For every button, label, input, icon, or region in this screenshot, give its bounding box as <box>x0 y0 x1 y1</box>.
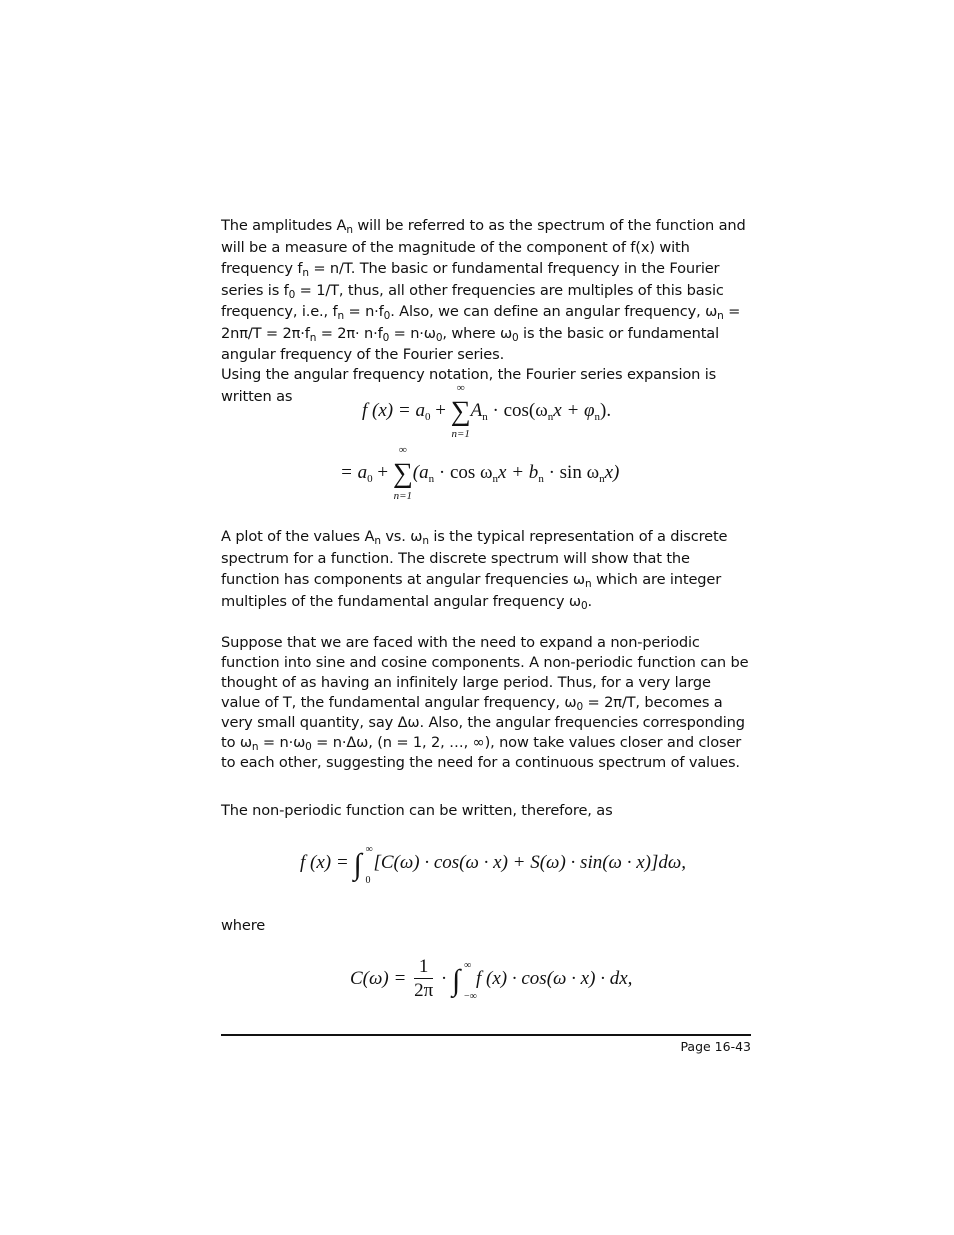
eq-body: · cos(ω <box>487 400 548 421</box>
text: = n·Δω, (n = 1, 2, …, ∞), now take values closer and closer to each other, suggesting the need for a continuous spectrum of values. <box>221 734 742 771</box>
eq-lhs: f (x) = <box>300 852 354 873</box>
eq-term: (a <box>412 462 429 483</box>
subscript: 0 <box>382 331 390 344</box>
integral-lower: 0 <box>365 875 371 886</box>
subscript: n <box>374 535 381 547</box>
paragraph-angular-notation: Using the angular frequency notation, the Fourier series expansion is written as <box>221 366 717 405</box>
text: = 2π/T, becomes a very small quantity, say Δω. Also, the angular frequencies corresponding to ω <box>221 694 745 751</box>
subscript: n <box>302 267 309 279</box>
sum-lower: n=1 <box>393 490 413 502</box>
fraction-denominator: 2π <box>414 980 434 1001</box>
subscript: 0 <box>367 473 373 485</box>
paragraph-non-periodic <box>221 633 751 773</box>
eq-term: A <box>470 400 483 421</box>
eq-end: x) <box>604 462 620 483</box>
subscript: n <box>309 331 317 344</box>
sum-upper: ∞ <box>398 444 407 456</box>
eq-lhs: C(ω) = <box>350 967 412 989</box>
eq-body: [C(ω) · cos(ω · x) + S(ω) · sin(ω · x)]dω, <box>373 852 687 873</box>
footer-rule <box>221 1034 751 1036</box>
subscript: n <box>717 310 724 322</box>
subscript: 0 <box>424 411 431 423</box>
integral-symbol: ∫ ∞ −∞ <box>452 959 477 1002</box>
subscript: n <box>547 411 554 423</box>
paragraph-spectrum <box>221 215 751 366</box>
subscript: n <box>585 578 592 590</box>
equation-fourier-series-sincos <box>340 444 620 502</box>
text: The amplitudes A <box>221 217 347 234</box>
subscript: n <box>482 411 488 423</box>
text: is the basic or fundamental angular frequency of the Fourier series. <box>221 324 719 363</box>
eq-op: · <box>436 967 452 989</box>
integral-symbol: ∫ ∞ 0 <box>353 844 373 886</box>
eq-op: + <box>430 400 451 421</box>
text: vs. ω <box>380 528 423 545</box>
sum-symbol: ∑ ∞ n=1 <box>450 382 471 440</box>
text: = 2π· n·f <box>316 324 383 342</box>
text: = n/T. The basic or fundamental frequency in the Fourier series is f <box>221 260 720 299</box>
subscript: 0 <box>580 599 588 612</box>
subscript: 0 <box>288 288 296 301</box>
subscript: n <box>337 310 345 322</box>
sum-symbol: ∑ ∞ n=1 <box>392 444 413 502</box>
equation-fourier-integral <box>300 844 687 886</box>
integral-lower: −∞ <box>464 990 477 1002</box>
text: = n·ω <box>389 324 436 342</box>
subscript: n <box>538 473 544 485</box>
text: = 2nπ/T = 2π·f <box>221 303 741 342</box>
text: Suppose that we are faced with the need to expand a non-periodic function into sine and cosine components. A non-periodic function can be thought of as having an infinitely large period. Thus, for a very large value of T, the fundamental angular frequency, ω <box>221 634 749 711</box>
subscript: n <box>428 473 435 485</box>
subscript: 0 <box>435 331 443 344</box>
text: = n·ω <box>258 734 306 751</box>
subscript: n <box>422 535 429 547</box>
subscript: 0 <box>512 331 519 344</box>
eq-body: · cos ω <box>434 462 493 483</box>
eq-lhs: = a <box>340 462 368 483</box>
sum-lower: n=1 <box>451 428 470 440</box>
equation-fourier-series-phase <box>362 382 612 440</box>
integral-upper: ∞ <box>464 959 472 971</box>
text: = n·f <box>344 303 384 320</box>
eq-end: ). <box>600 400 612 421</box>
eq-lhs: f (x) = a <box>362 400 425 421</box>
text: . Also, we can define an angular frequency, ω <box>390 303 718 320</box>
eq-body: · sin ω <box>543 462 600 483</box>
paragraph-discrete-spectrum <box>221 526 751 612</box>
fraction <box>414 956 433 1003</box>
equation-c-omega <box>350 956 632 1003</box>
subscript: 0 <box>383 310 391 322</box>
text: is the typical representation of a discrete spectrum for a function. The discrete spectrum will show that the function has components at angular frequencies ω <box>221 528 728 588</box>
text: . <box>587 592 593 610</box>
subscript: n <box>346 224 353 236</box>
subscript: 0 <box>576 701 584 713</box>
text: , where ω <box>442 324 513 342</box>
subscript: n <box>594 411 601 423</box>
subscript: 0 <box>305 741 312 753</box>
integral-upper: ∞ <box>365 844 373 855</box>
fraction-numerator: 1 <box>414 956 433 979</box>
subscript: n <box>599 473 605 485</box>
text: which are integer multiples of the fundamental angular frequency ω <box>221 571 722 610</box>
paragraph-written-as: The non-periodic function can be written, therefore, as <box>221 802 613 819</box>
text: = 1/T, thus, all other frequencies are multiples of this basic frequency, i.e., f <box>221 281 724 320</box>
subscript: n <box>251 741 259 753</box>
text: A plot of the values A <box>221 528 375 545</box>
paragraph-where: where <box>221 917 266 934</box>
text: will be referred to as the spectrum of the function and will be a measure of the magnitude of the component of f(x) with frequency f <box>221 217 746 277</box>
eq-op: + <box>372 462 393 483</box>
sum-upper: ∞ <box>456 382 465 394</box>
eq-body: x + φ <box>553 400 595 421</box>
eq-body: x + b <box>498 462 539 483</box>
eq-body: f (x) · cos(ω · x) · dx, <box>476 967 633 989</box>
page-number: Page 16-43 <box>680 1039 751 1054</box>
subscript: n <box>492 473 499 485</box>
